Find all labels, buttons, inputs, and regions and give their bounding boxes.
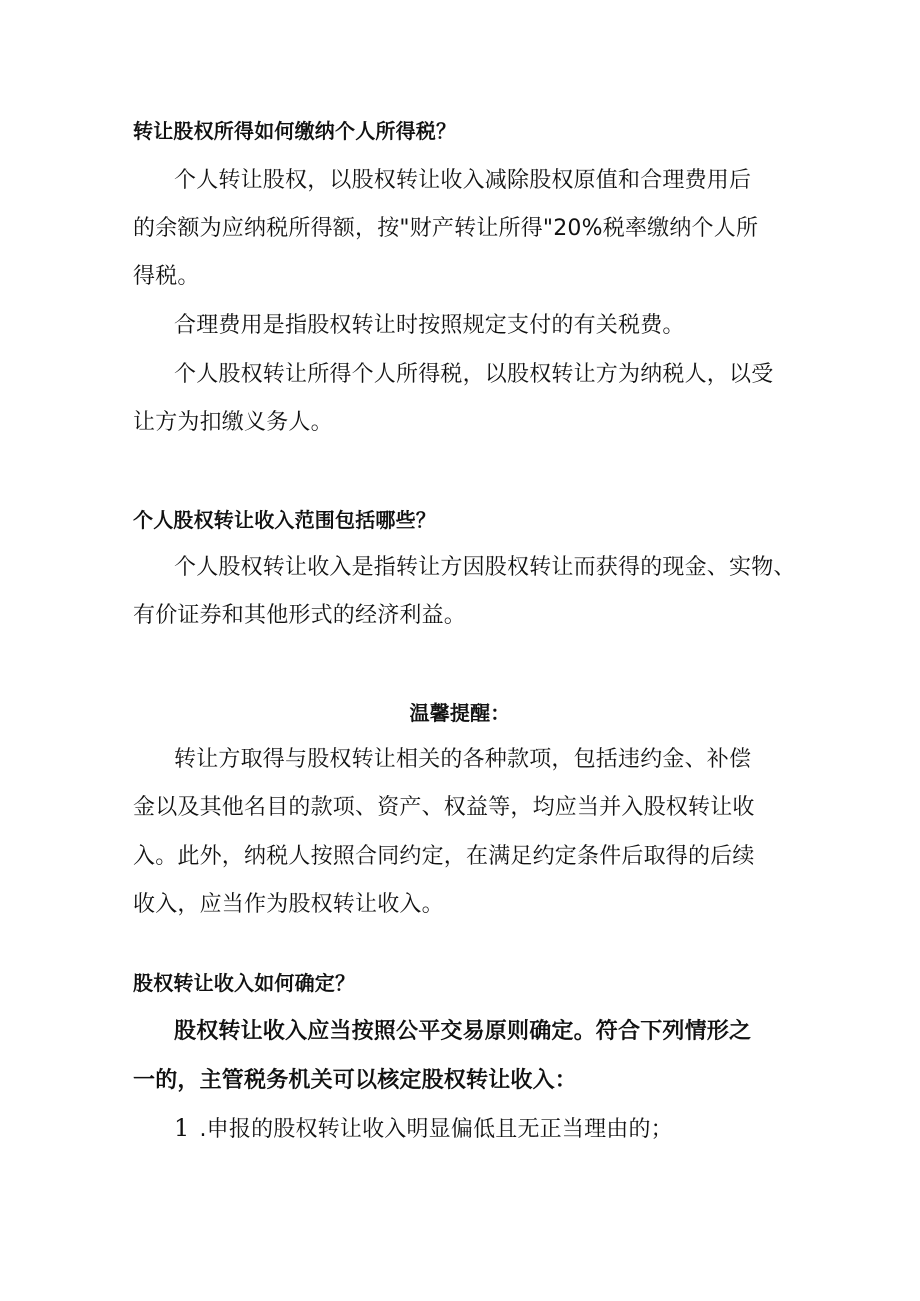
paragraph-line: 收入，应当作为股权转让收入。 <box>133 892 444 917</box>
paragraph-line: 个人股权转让所得个人所得税，以股权转让方为纳税人，以受 <box>174 362 774 387</box>
list-item <box>174 1113 673 1145</box>
paragraph-line: 一的，主管税务机关可以核定股权转让收入： <box>133 1068 578 1093</box>
paragraph-line: 个人股权转让收入是指转让方因股权转让而获得的现金、实物、 <box>174 555 796 580</box>
paragraph-line: 得税。 <box>133 264 200 289</box>
paragraph-line: 合理费用是指股权转让时按照规定支付的有关税费。 <box>174 313 685 338</box>
list-marker: 1 <box>174 1114 190 1142</box>
paragraph-line: 金以及其他名目的款项、资产、权益等，均应当并入股权转让收 <box>133 795 755 820</box>
paragraph-line: 股权转让收入应当按照公平交易原则确定。符合下列情形之 <box>174 1019 752 1044</box>
paragraph-line: 有价证券和其他形式的经济利益。 <box>133 603 467 628</box>
reminder-heading: 温馨提醒： <box>409 701 511 725</box>
paragraph-line: 转让方取得与股权转让相关的各种款项，包括违约金、补偿 <box>174 747 752 772</box>
paragraph-line: 让方为扣缴义务人。 <box>133 410 333 435</box>
paragraph-line: 个人转让股权，以股权转让收入减除股权原值和合理费用后 <box>174 168 752 193</box>
paragraph-line: 的余额为应纳税所得额，按"财产转让所得"20%税率缴纳个人所 <box>133 216 759 241</box>
paragraph-line: 入。此外，纳税人按照合同约定，在满足约定条件后取得的后续 <box>133 844 755 869</box>
section-heading: 转让股权所得如何缴纳个人所得税？ <box>133 119 457 143</box>
list-item-text: .申报的股权转让收入明显偏低且无正当理由的； <box>199 1117 673 1142</box>
section-heading: 股权转让收入如何确定？ <box>133 971 356 995</box>
section-heading: 个人股权转让收入范围包括哪些？ <box>133 508 436 532</box>
